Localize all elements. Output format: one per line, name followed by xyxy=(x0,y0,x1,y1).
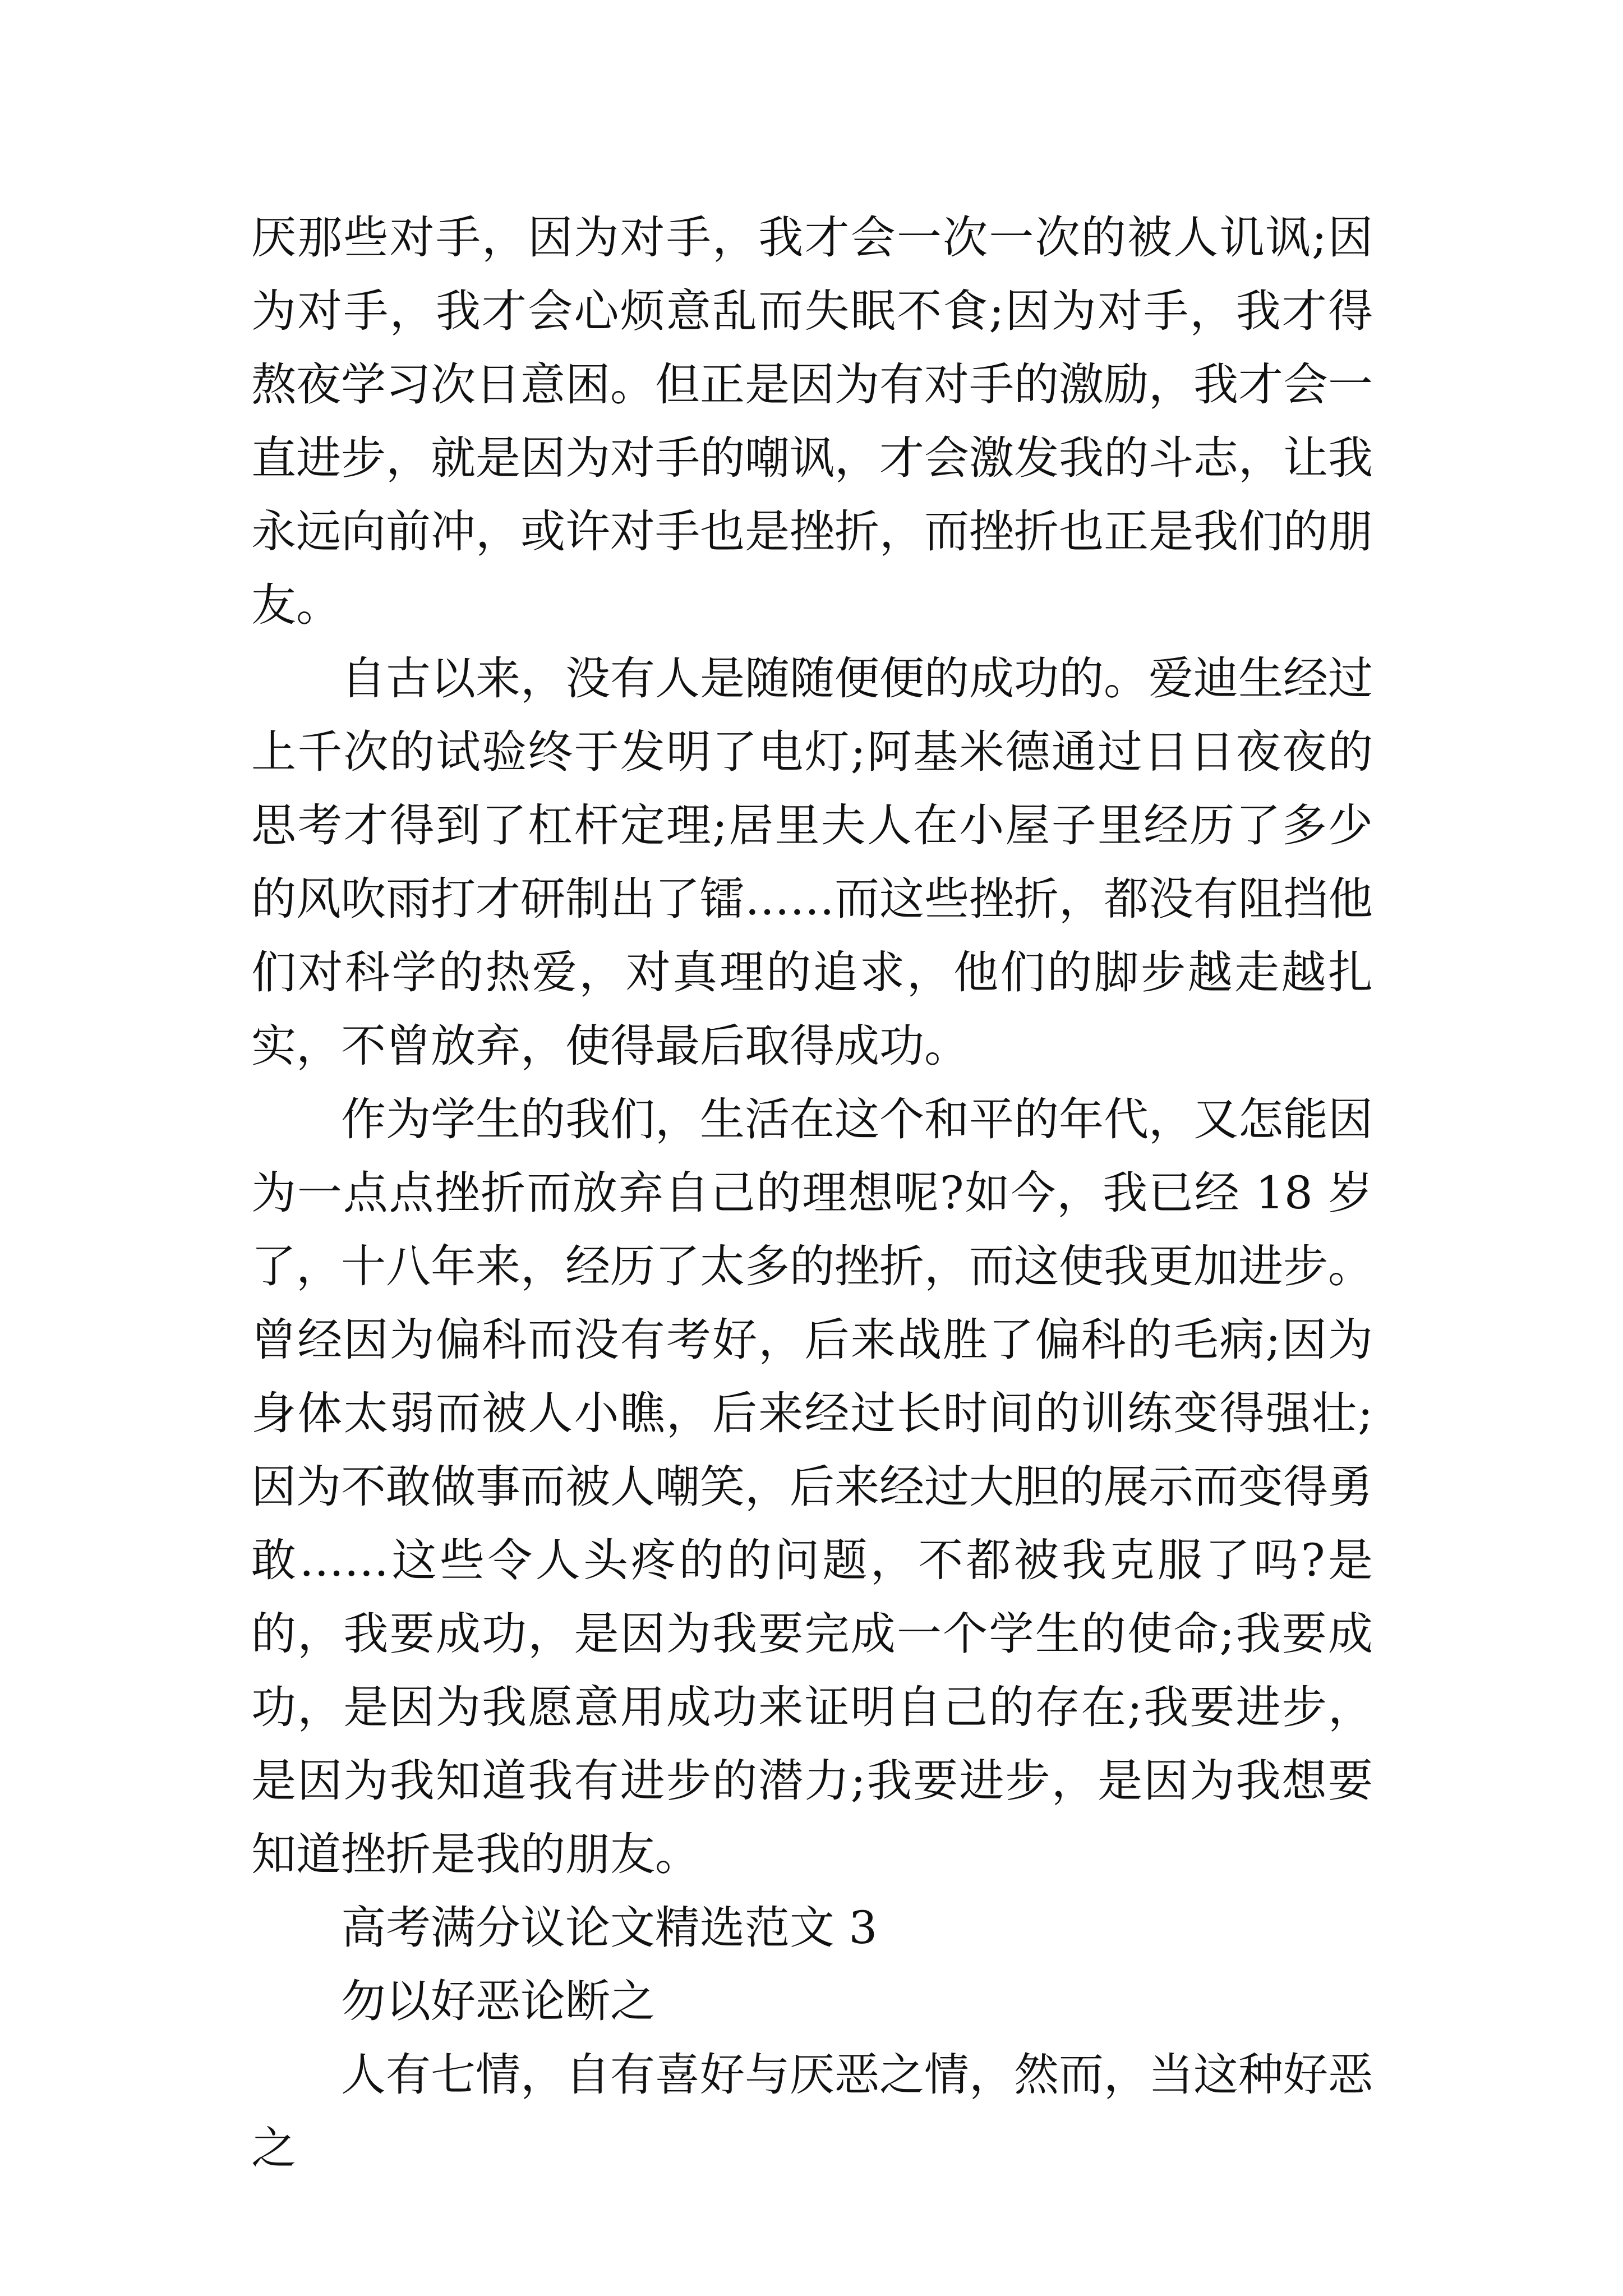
section-title: 高考满分议论文精选范文 3 xyxy=(341,1902,878,1954)
paragraph-continuation: 厌那些对手，因为对手，我才会一次一次的被人讥讽;因为对手，我才会心烦意乱而失眠不食;因为对手，我才得熬夜学习次日意困。但正是因为有对手的激励，我才会一直进步，就是因为对手的嘲讽，才会激发我的斗志，让我永远向前冲，或许对手也是挫折，而挫折也正是我们的朋友。 xyxy=(251,211,1373,631)
document-body xyxy=(251,201,1373,2185)
paragraph-essay-opening: 人有七情，自有喜好与厌恶之情，然而，当这种好恶之 xyxy=(251,2049,1373,2174)
paragraph-history-examples: 自古以来，没有人是随随便便的成功的。爱迪生经过上千次的试验终于发明了电灯;阿基米德通过日日夜夜的思考才得到了杠杆定理;居里夫人在小屋子里经历了多少的风吹雨打才研制出了镭……而这些挫折，都没有阻挡他们对科学的热爱，对真理的追求，他们的脚步越走越扎实，不曾放弃，使得最后取得成功。 xyxy=(251,652,1373,1072)
essay-title: 勿以好恶论断之 xyxy=(341,1975,655,2027)
paragraph-student-reflection: 作为学生的我们，生活在这个和平的年代，又怎能因为一点点挫折而放弃自己的理想呢?如今，我已经 18 岁了，十八年来，经历了太多的挫折，而这使我更加进步。曾经因为偏科而没有考好，后来战胜了偏科的毛病;因为身体太弱而被人小瞧，后来经过长时间的训练变得强壮;因为不敢做事而被人嘲笑，后来经过大胆的展示而变得勇敢……这些令人头疼的的问题，不都被我克服了吗?是的，我要成功，是因为我要完成一个学生的使命;我要成功，是因为我愿意用成功来证明自己的存在;我要进步，是因为我知道我有进步的潜力;我要进步，是因为我想要知道挫折是我的朋友。 xyxy=(251,1093,1373,1880)
